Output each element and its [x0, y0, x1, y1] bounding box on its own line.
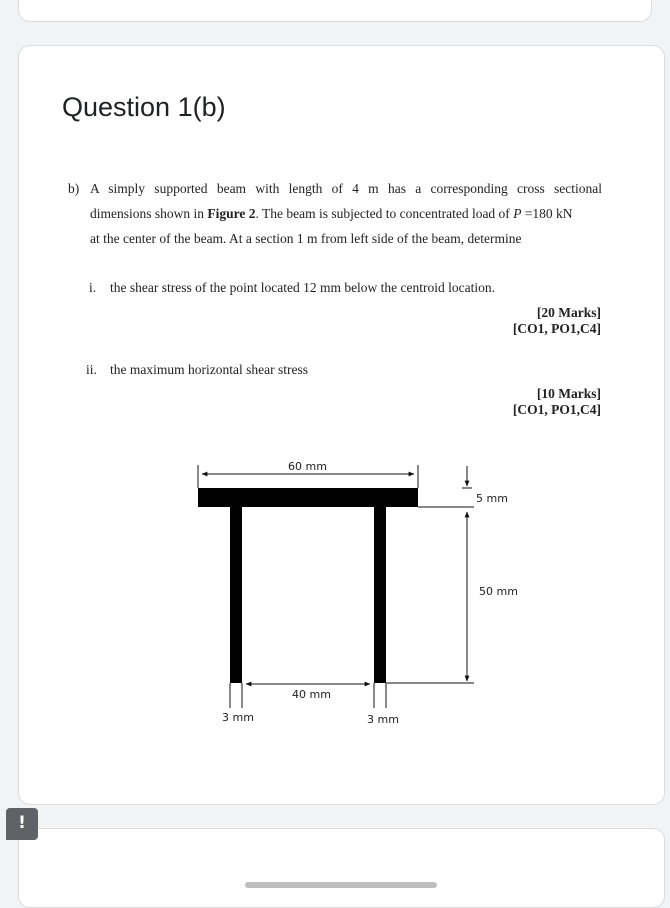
item-i-numeral: i.: [89, 280, 97, 295]
question-body-line-3: at the center of the beam. At a section 1 m from left side of the beam, determine: [90, 231, 522, 246]
dim-width-label: 60 mm: [288, 460, 327, 473]
exclamation-icon: !: [18, 813, 26, 833]
item-ii-text: the maximum horizontal shear stress: [110, 362, 308, 377]
question-body-line-2: dimensions shown in Figure 2. The beam is subjected to concentrated load of P =180 kN: [90, 206, 573, 221]
dim-web-right-thickness-label: 3 mm: [367, 713, 399, 726]
feedback-button[interactable]: [6, 808, 38, 840]
item-i-marks: [20 Marks] [CO1, PO1,C4]: [512, 305, 601, 336]
flange: [198, 488, 418, 507]
question-body-line-1: A simply supported beam with length of 4 m has a corresponding cross sectional: [90, 181, 602, 196]
dim-web-height-label: 50 mm: [479, 585, 518, 598]
next-card: [18, 828, 665, 908]
part-label: b): [68, 181, 80, 196]
dim-web-left-thickness-label: 3 mm: [222, 711, 254, 724]
figure-reference: Figure 2: [207, 206, 256, 221]
item-ii-marks: [10 Marks] [CO1, PO1,C4]: [512, 386, 601, 417]
dim-spacing-label: 40 mm: [292, 688, 331, 701]
web-left: [230, 505, 242, 683]
web-right: [374, 505, 386, 683]
question-title: Question 1(b): [62, 92, 226, 122]
item-i-text: the shear stress of the point located 12 mm below the centroid location.: [110, 280, 496, 295]
dim-flange-label: 5 mm: [476, 492, 508, 505]
home-indicator[interactable]: [245, 882, 437, 888]
item-ii-numeral: ii.: [86, 362, 97, 377]
load-symbol: P: [513, 206, 522, 221]
